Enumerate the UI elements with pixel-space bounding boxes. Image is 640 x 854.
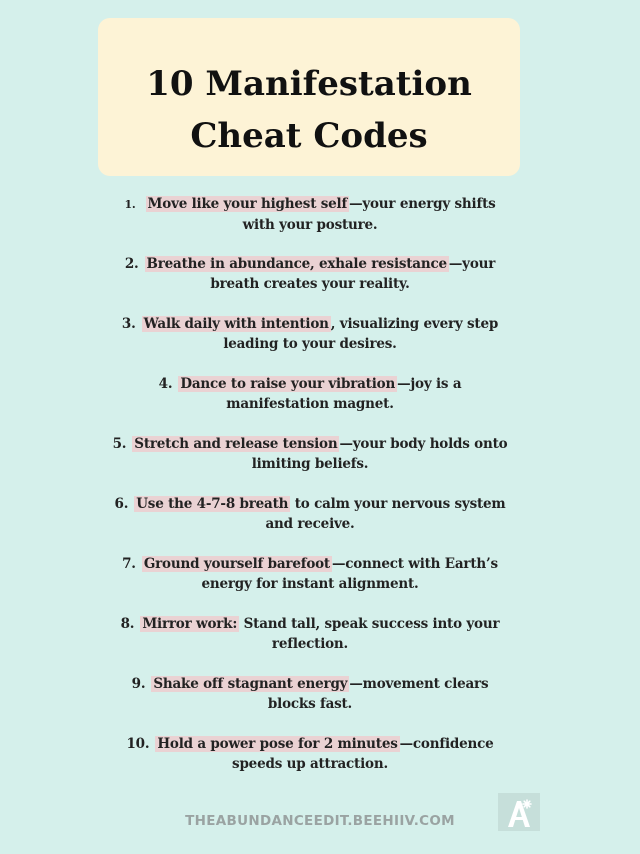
item-number: 6. [114,496,129,512]
footer-url[interactable]: THEABUNDANCEEDIT.BEEHIIV.COM [185,813,455,829]
item-text: —confidence speeds up attraction. [232,736,494,772]
item-number: 3. [121,316,136,332]
item-text: —your breath creates your reality. [210,256,496,292]
list-item [108,554,512,614]
item-highlight: Move like your highest self [147,196,348,212]
item-highlight: Use the 4-7-8 breath [136,496,289,512]
item-number: 1. [124,198,136,211]
title-line-2: Cheat Codes [190,116,428,156]
list-item [108,734,512,794]
item-number: 2. [124,256,139,272]
list-item [108,374,512,434]
item-text: —connect with Earth’s energy for instant alignment. [201,556,498,592]
title-card [98,18,520,176]
item-number: 9. [131,676,146,692]
title-line-1: 10 Manifestation [146,64,472,104]
item-text: to calm your nervous system and receive. [265,496,506,532]
item-highlight: Stretch and release tension [134,436,338,452]
list-item [108,674,512,734]
item-text: Stand tall, speak success into your reflection. [239,616,500,652]
item-text: —your energy shifts with your posture. [242,196,496,233]
list-item [108,434,512,494]
item-highlight: Mirror work: [142,616,238,632]
item-highlight: Hold a power pose for 2 minutes [157,736,398,752]
item-highlight: Breathe in abundance, exhale resistance [146,256,447,272]
list-item [108,194,512,254]
list-item [108,254,512,314]
a-star-logo-icon [498,793,540,831]
cheat-code-list [108,194,512,794]
item-highlight: Walk daily with intention [143,316,329,332]
list-item [108,314,512,374]
item-highlight: Dance to raise your vibration [180,376,396,392]
item-number: 10. [126,736,150,752]
list-item [108,494,512,554]
item-highlight: Shake off stagnant energy [153,676,348,692]
item-number: 8. [120,616,135,632]
item-text: —your body holds onto limiting beliefs. [251,436,508,472]
list-item [108,614,512,674]
page-title [98,58,520,162]
item-text: —joy is a manifestation magnet. [226,376,462,412]
item-number: 5. [112,436,127,452]
item-highlight: Ground yourself barefoot [143,556,330,572]
item-text: —movement clears blocks fast. [267,676,489,712]
item-number: 4. [158,376,173,392]
item-text: , visualizing every step leading to your desires. [223,316,499,352]
item-number: 7. [122,556,136,572]
